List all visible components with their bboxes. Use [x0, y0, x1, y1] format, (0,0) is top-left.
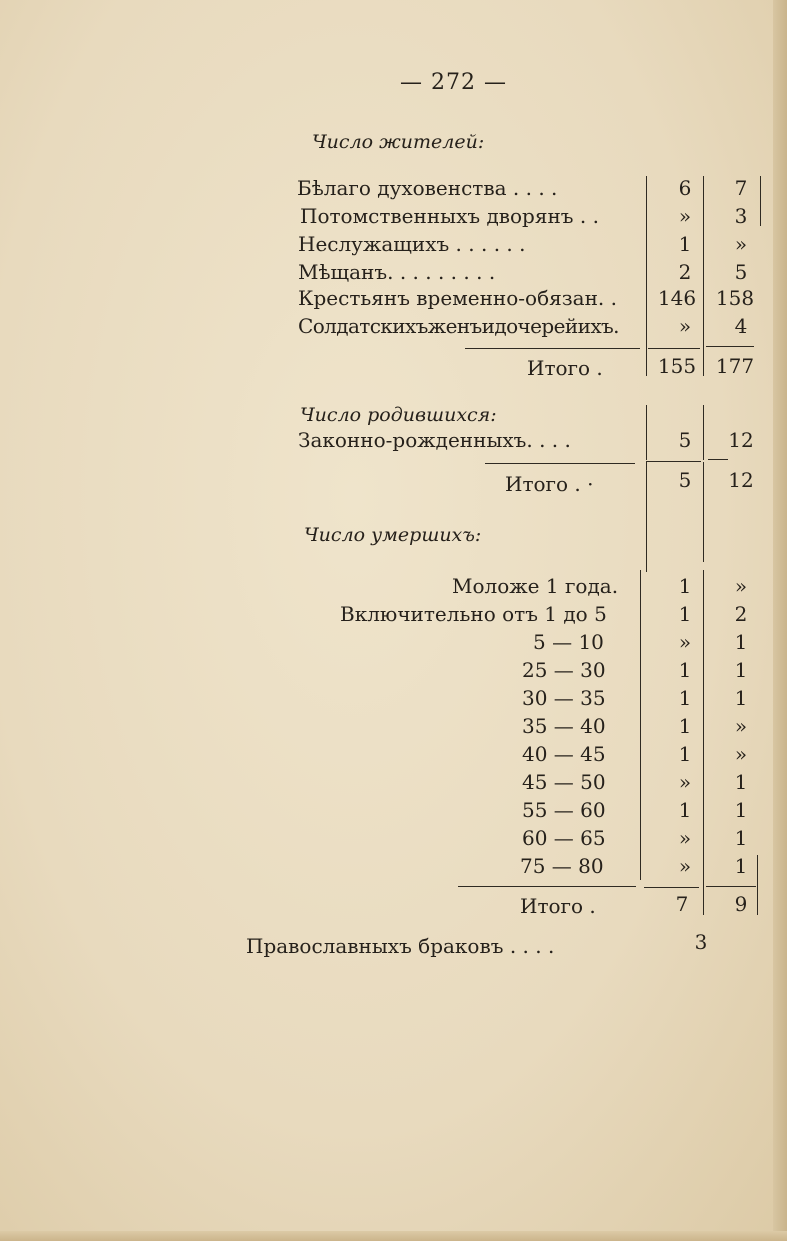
- residents-total-rule: [648, 348, 700, 349]
- residents-row-label: Крестьянъ временно-обязан. .: [298, 286, 617, 310]
- page-number: — 272 —: [400, 70, 507, 95]
- deaths-row-label: 25 — 30: [522, 658, 606, 682]
- deaths-row-label: Включительно отъ 1 до 5: [340, 602, 607, 626]
- residents-total-label: Итого .: [527, 356, 603, 380]
- residents-heading: Число жителей:: [312, 131, 485, 153]
- births-row-col1: 5: [678, 428, 692, 452]
- births-row-label: Законно-рожденныхъ. . . .: [298, 428, 571, 452]
- deaths-row-label: 45 — 50: [522, 770, 606, 794]
- page-edge-bottom: [0, 1231, 787, 1241]
- deaths-row-label: 60 — 65: [522, 826, 606, 850]
- deaths-heading: Число умершихъ:: [304, 524, 482, 546]
- deaths-row-label: Моложе 1 года.: [452, 574, 619, 598]
- column-divider: [703, 405, 704, 460]
- residents-row-col1: »: [678, 314, 692, 338]
- births-total-label: Итого . ·: [505, 472, 594, 496]
- deaths-row-col1: 1: [678, 714, 692, 738]
- births-total-col1: 5: [678, 468, 692, 492]
- births-total-rule: [646, 461, 701, 462]
- births-total-col2: 12: [728, 468, 754, 492]
- residents-total-col2: 177: [715, 354, 755, 378]
- residents-row-col1: 2: [678, 260, 692, 284]
- column-divider: [703, 570, 704, 915]
- births-row-col2: 12: [728, 428, 754, 452]
- deaths-row-col2: 1: [734, 658, 748, 682]
- column-divider: [760, 176, 761, 226]
- deaths-row-col2: 1: [734, 770, 748, 794]
- residents-row-label: Неслужащихъ . . . . . .: [298, 232, 526, 256]
- page-edge-right: [773, 0, 787, 1241]
- residents-total-rule: [465, 348, 640, 349]
- births-heading: Число родившихся:: [300, 404, 497, 426]
- deaths-row-label: 5 — 10: [533, 630, 604, 654]
- column-divider: [703, 176, 704, 376]
- deaths-row-col2: 1: [734, 686, 748, 710]
- residents-row-col2: 3: [734, 204, 748, 228]
- residents-row-label: Потомственныхъ дворянъ . .: [300, 204, 599, 228]
- column-divider: [646, 462, 647, 572]
- residents-row-col1: »: [678, 204, 692, 228]
- residents-row-col2: 7: [734, 176, 748, 200]
- deaths-total-rule: [458, 886, 636, 887]
- marriages-label: Православныхъ браковъ . . . .: [246, 934, 555, 958]
- residents-row-label: Мѣщанъ. . . . . . . . .: [298, 260, 496, 284]
- deaths-row-col2: 1: [734, 826, 748, 850]
- deaths-row-col2: 1: [734, 854, 748, 878]
- deaths-row-col1: »: [678, 854, 692, 878]
- residents-row-col2: 4: [734, 314, 748, 338]
- births-total-rule: [485, 463, 635, 464]
- residents-row-label: Бѣлаго духовенства . . . .: [297, 176, 558, 200]
- deaths-row-col1: 1: [678, 658, 692, 682]
- deaths-row-col1: 1: [678, 602, 692, 626]
- marriages-value: 3: [694, 930, 708, 954]
- residents-row-col2: 5: [734, 260, 748, 284]
- deaths-row-label: 35 — 40: [522, 714, 606, 738]
- deaths-total-rule: [644, 887, 699, 888]
- deaths-row-col2: 1: [734, 630, 748, 654]
- deaths-row-col1: »: [678, 630, 692, 654]
- deaths-row-label: 55 — 60: [522, 798, 606, 822]
- deaths-row-col2: 1: [734, 798, 748, 822]
- deaths-row-col2: »: [734, 574, 748, 598]
- deaths-total-rule: [706, 886, 756, 887]
- deaths-row-col1: 1: [678, 686, 692, 710]
- deaths-row-col2: »: [734, 714, 748, 738]
- column-divider: [646, 405, 647, 460]
- deaths-row-label: 30 — 35: [522, 686, 606, 710]
- deaths-row-col1: 1: [678, 742, 692, 766]
- deaths-row-label: 40 — 45: [522, 742, 606, 766]
- residents-row-col2: »: [734, 232, 748, 256]
- deaths-row-col1: 1: [678, 574, 692, 598]
- column-divider: [646, 176, 647, 376]
- deaths-row-label: 75 — 80: [520, 854, 604, 878]
- births-total-rule: [708, 459, 728, 460]
- residents-row-label: Солдатскихъженъидочерейихъ.: [298, 314, 619, 338]
- residents-total-col1: 155: [657, 354, 697, 378]
- column-divider: [703, 462, 704, 562]
- residents-row-col2: 158: [715, 286, 755, 310]
- residents-total-rule: [706, 346, 754, 347]
- column-divider: [640, 570, 641, 880]
- deaths-row-col1: »: [678, 770, 692, 794]
- deaths-total-col2: 9: [734, 892, 748, 916]
- deaths-row-col2: »: [734, 742, 748, 766]
- deaths-row-col2: 2: [734, 602, 748, 626]
- deaths-total-label: Итого .: [520, 894, 596, 918]
- deaths-row-col1: 1: [678, 798, 692, 822]
- deaths-total-col1: 7: [675, 892, 689, 916]
- deaths-row-col1: »: [678, 826, 692, 850]
- residents-row-col1: 1: [678, 232, 692, 256]
- residents-row-col1: 6: [678, 176, 692, 200]
- residents-row-col1: 146: [657, 286, 697, 310]
